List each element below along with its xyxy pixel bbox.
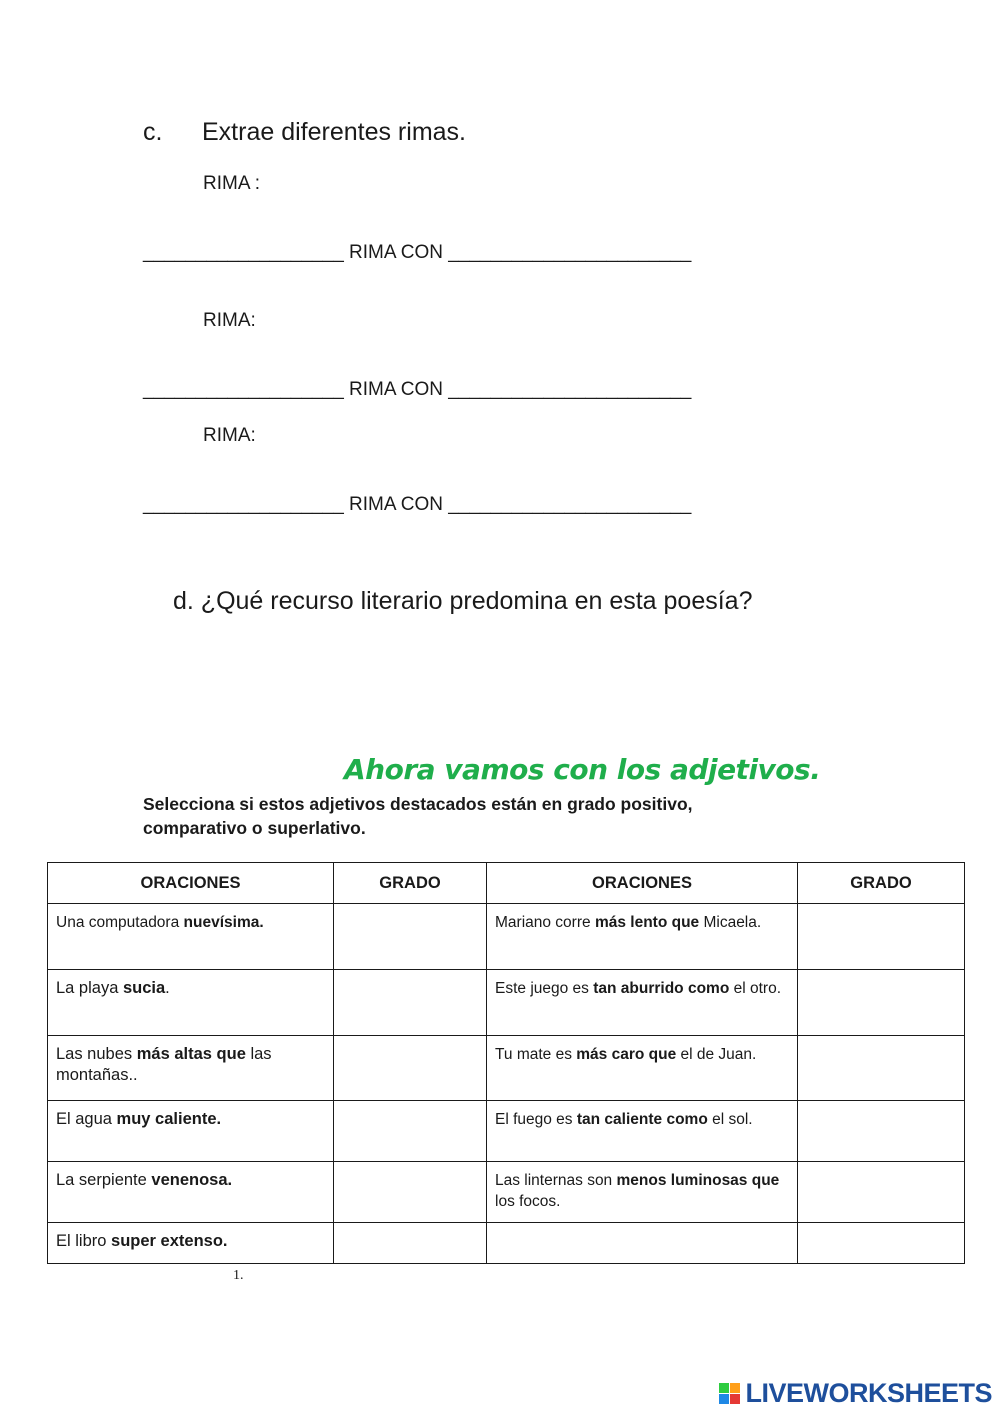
rima-label-1: RIMA :: [203, 173, 261, 194]
brand-squares-icon: [719, 1383, 741, 1405]
sentence-adjective: tan caliente como: [576, 1111, 708, 1128]
table-row: [48, 1223, 965, 1264]
adjetivos-table: [47, 862, 965, 1264]
table-row: [48, 1036, 965, 1101]
sentence-cell: [487, 970, 798, 1036]
sentence-text: .: [165, 979, 170, 997]
table-row: [48, 970, 965, 1036]
page-number: 1.: [233, 1268, 244, 1283]
sentence-adjective: nuevísima.: [183, 914, 264, 931]
header-oraciones-2: ORACIONES: [487, 863, 798, 904]
sentence-cell: [487, 1101, 798, 1162]
table-header-row: [48, 863, 965, 904]
sentence-text: las montañas..: [56, 1045, 272, 1084]
sentence-text: Mariano corre: [495, 914, 595, 931]
grado-answer-cell[interactable]: [798, 1223, 965, 1264]
sentence-adjective: más lento que: [594, 914, 700, 931]
sentence-text: La playa: [56, 979, 123, 997]
sentence-cell: [48, 1162, 334, 1223]
rima-answer-line-2[interactable]: ___________________ RIMA CON _______________________: [143, 379, 692, 400]
section-d-question: d. ¿Qué recurso literario predomina en esta poesía?: [173, 587, 753, 615]
adjetivos-heading: Ahora vamos con los adjetivos.: [344, 753, 821, 786]
rima-answer-line-3[interactable]: ___________________ RIMA CON _______________________: [143, 494, 692, 515]
grado-answer-cell[interactable]: [334, 1036, 487, 1101]
adjetivos-instruction: [143, 792, 693, 840]
table-row: [48, 1101, 965, 1162]
sentence-cell: [48, 1223, 334, 1264]
sentence-text: Las nubes: [56, 1045, 137, 1063]
sentence-cell: [48, 970, 334, 1036]
sentence-adjective: tan aburrido como: [593, 980, 730, 997]
sentence-adjective: venenosa.: [151, 1171, 233, 1189]
sentence-adjective: más caro que: [576, 1046, 677, 1063]
grado-answer-cell[interactable]: [798, 1162, 965, 1223]
grado-answer-cell[interactable]: [798, 970, 965, 1036]
sentence-text: El libro: [56, 1232, 112, 1250]
header-grado-2: GRADO: [798, 863, 965, 904]
header-grado-1: GRADO: [334, 863, 487, 904]
sentence-adjective: super extenso.: [111, 1232, 228, 1250]
sentence-cell: [487, 1162, 798, 1223]
table-row: [48, 904, 965, 970]
header-oraciones-1: ORACIONES: [48, 863, 334, 904]
instruction-line-1: Selecciona si estos adjetivos destacados están en grado positivo,: [143, 794, 693, 814]
sentence-adjective: muy caliente.: [116, 1110, 222, 1128]
section-c-title: Extrae diferentes rimas.: [202, 118, 466, 146]
sentence-text: Tu mate es: [495, 1046, 577, 1063]
grado-answer-cell[interactable]: [798, 904, 965, 970]
sentence-text: Micaela.: [699, 914, 762, 931]
grado-answer-cell[interactable]: [334, 904, 487, 970]
sentence-text: Las linternas son: [495, 1172, 617, 1189]
sentence-cell: [487, 904, 798, 970]
sentence-adjective: menos luminosas que: [616, 1172, 780, 1189]
grado-answer-cell[interactable]: [798, 1101, 965, 1162]
rima-label-3: RIMA:: [203, 425, 256, 446]
sentence-text: El fuego es: [495, 1111, 577, 1128]
sentence-cell: [48, 1036, 334, 1101]
sentence-cell: [487, 1223, 798, 1264]
section-c-letter: c.: [143, 118, 163, 146]
instruction-line-2: comparativo o superlativo.: [143, 818, 366, 838]
sentence-adjective: sucia: [122, 979, 166, 997]
sentence-text: el de Juan.: [676, 1046, 757, 1063]
sentence-text: el otro.: [729, 980, 782, 997]
sentence-text: los focos.: [495, 1193, 561, 1210]
sentence-text: Una computadora: [56, 914, 184, 931]
sentence-text: El agua: [56, 1110, 117, 1128]
grado-answer-cell[interactable]: [334, 1101, 487, 1162]
grado-answer-cell[interactable]: [334, 1223, 487, 1264]
sentence-cell: [48, 904, 334, 970]
grado-answer-cell[interactable]: [334, 970, 487, 1036]
sentence-text: La serpiente: [56, 1171, 152, 1189]
sentence-text: Este juego es: [495, 980, 594, 997]
table-row: [48, 1162, 965, 1223]
rima-answer-line-1[interactable]: ___________________ RIMA CON _______________________: [143, 242, 692, 263]
sentence-cell: [487, 1036, 798, 1101]
sentence-text: el sol.: [707, 1111, 753, 1128]
sentence-cell: [48, 1101, 334, 1162]
grado-answer-cell[interactable]: [798, 1036, 965, 1101]
grado-answer-cell[interactable]: [334, 1162, 487, 1223]
sentence-adjective: más altas que: [136, 1045, 246, 1063]
brand-text: LIVEWORKSHEETS: [745, 1378, 992, 1408]
liveworksheets-logo: [719, 1378, 992, 1409]
rima-label-2: RIMA:: [203, 310, 256, 331]
